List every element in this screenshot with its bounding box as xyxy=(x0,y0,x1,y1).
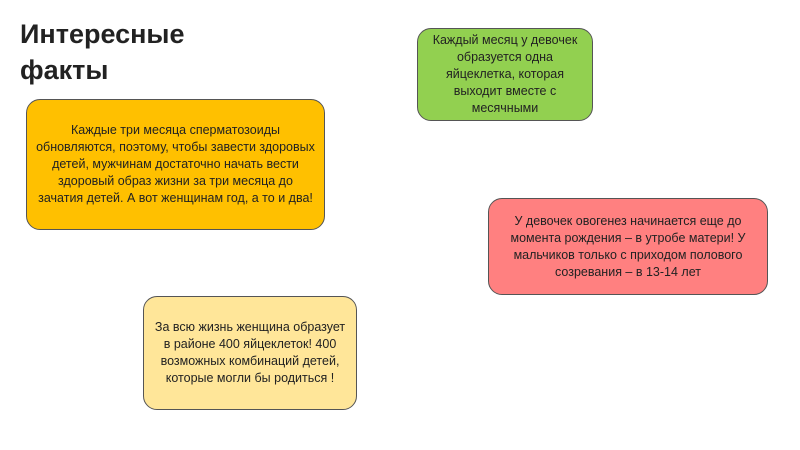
fact-box-monthly-egg xyxy=(417,28,593,121)
fact-text-lifetime-eggs: За всю жизнь женщина образует в районе 400 яйцеклеток! 400 возможных комбинаций детей, которые могли бы родиться ! xyxy=(154,320,346,385)
fact-text-monthly-egg: Каждый месяц у девочек образуется одна яйцеклетка, которая выходит вместе с месячными xyxy=(432,33,578,115)
fact-box-lifetime-eggs xyxy=(143,296,357,410)
fact-text-oogenesis: У девочек овогенез начинается еще до момента рождения – в утробе матери! У мальчиков только с приходом полового созревания – в 13-14 лет xyxy=(510,213,746,279)
slide-title: Интересные факты xyxy=(20,19,185,85)
fact-text-sperm-renewal: Каждые три месяца сперматозоиды обновляются, поэтому, чтобы завести здоровых детей, мужчинам достаточно начать вести здоровый образ жизни за три месяца до зачатия детей. А вот женщинам год, а то и два! xyxy=(36,123,315,205)
fact-box-oogenesis xyxy=(488,198,768,295)
fact-box-sperm-renewal xyxy=(26,99,325,230)
